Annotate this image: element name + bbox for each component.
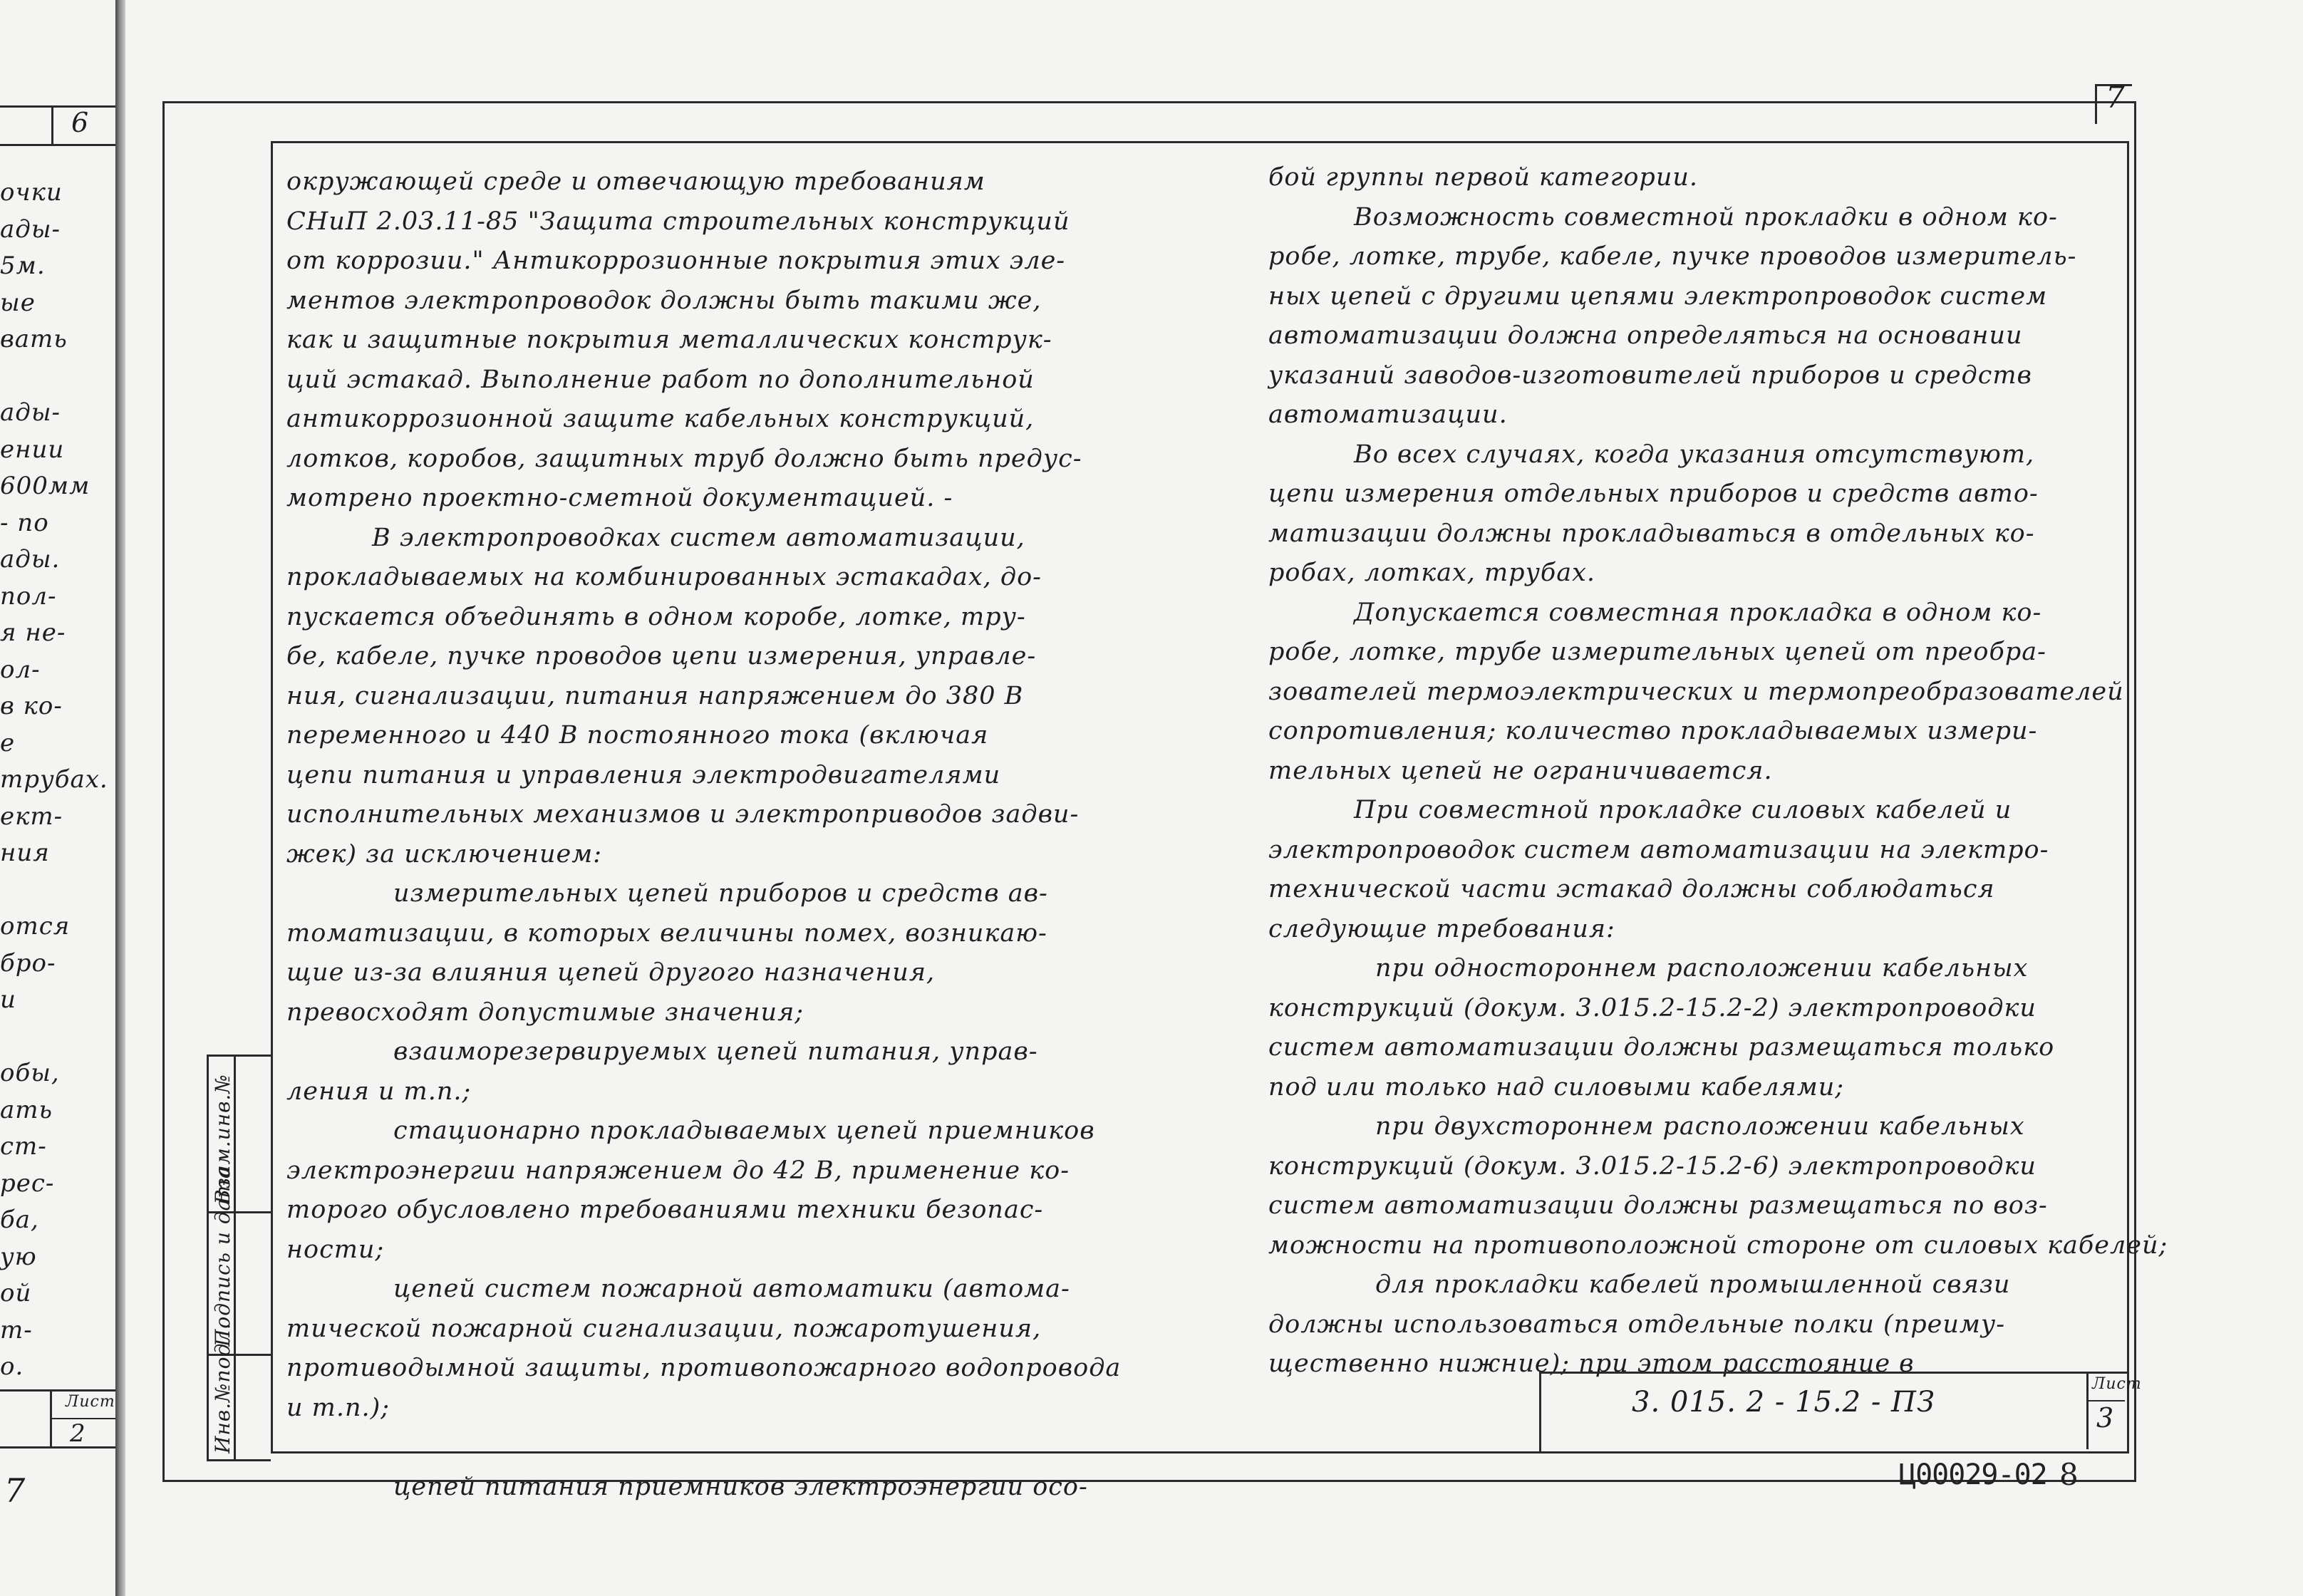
text-line: от коррозии." Антикоррозионные покрытия этих эле- (286, 247, 1066, 275)
text-line: ния, сигнализации, питания напряжением до 380 В (286, 681, 1024, 710)
prev-page-fragment: ые (0, 288, 36, 317)
sheet-number: 3 (2096, 1402, 2115, 1434)
text-line: ления и т.п.; (286, 1077, 472, 1106)
prev-page-fragment: ол- (0, 655, 41, 684)
text-line: при одностороннем расположении кабельных (1375, 954, 2029, 983)
text-line: исполнительных механизмов и электроприводов задви- (286, 800, 1080, 829)
text-line: жек) за исключением: (286, 839, 603, 869)
prev-page-fragment: - по (0, 508, 49, 537)
archive-stamp-page: 8 (2059, 1457, 2079, 1492)
text-line: при двухстороннем расположении кабельных (1375, 1112, 2025, 1141)
prev-page-fragment: е (0, 728, 16, 757)
prev-page-fragment: ст- (0, 1132, 47, 1161)
side-label-original-inv: Инв.№подл. (211, 1322, 234, 1454)
text-line: мотрено проектно-сметной документацией. - (286, 484, 953, 512)
text-line: ности; (286, 1235, 385, 1264)
prev-page-fragment: я не- (0, 618, 66, 647)
text-line: можности на противоположной стороне от силовых кабелей; (1268, 1230, 2168, 1260)
text-line: и т.п.); (286, 1393, 390, 1422)
text-line: щественно нижние); при этом расстояние в (1268, 1349, 1915, 1378)
text-line: зователей термоэлектрических и термопреобразователей (1268, 677, 2124, 706)
prev-page-fragment: ении (0, 435, 65, 464)
text-line: сопротивления; количество прокладываемых измери- (1268, 717, 2038, 745)
text-line: цепей питания приемников электроэнергии осо- (393, 1472, 1088, 1501)
prev-page-fragment: ую (0, 1242, 37, 1271)
prev-page-fragment: 5м. (0, 252, 46, 280)
prev-page-text-fragments (0, 178, 118, 1389)
text-line: При совместной прокладке силовых кабелей и (1354, 796, 2012, 824)
text-line: робах, лотках, трубах. (1268, 559, 1595, 587)
text-line: бе, кабеле, пучке проводов цепи измерения, управле- (286, 642, 1037, 670)
prev-page-fragment: обы, (0, 1059, 60, 1087)
text-line: Во всех случаях, когда указания отсутствуют, (1354, 440, 2035, 469)
text-line: окружающей среде и отвечающую требованиям (286, 167, 985, 196)
prev-page-fragment: очки (0, 178, 63, 207)
text-line: цепи питания и управления электродвигателями (286, 760, 1001, 789)
prev-page-fragment: ния (0, 839, 50, 867)
text-line: торого обусловлено требованиями техники безопас- (286, 1196, 1044, 1224)
prev-page-fragment: пол- (0, 581, 57, 611)
prev-page-fragment: ект- (0, 802, 63, 831)
prev-page-fragment: ады. (0, 545, 61, 574)
text-line: под или только над силовыми кабелями; (1268, 1072, 1845, 1102)
text-line: тической пожарной сигнализации, пожаротушения, (286, 1314, 1042, 1343)
text-line: цепей систем пожарной автоматики (автома- (393, 1275, 1070, 1303)
text-line: робе, лотке, трубе, кабеле, пучке проводов измеритель- (1268, 242, 2077, 271)
document-code: 3. 015. 2 - 15.2 - ПЗ (1632, 1386, 1935, 1419)
prev-page-fragment: и (0, 985, 16, 1014)
text-line: щие из-за влияния цепей другого назначения, (286, 958, 936, 987)
prev-page-number-bottom: 7 (4, 1471, 26, 1510)
text-line: как и защитные покрытия металлических конструк- (286, 326, 1052, 354)
text-line: пускается объединять в одном коробе, лотке, тру- (286, 602, 1026, 631)
prev-page-fragment: о. (0, 1352, 24, 1381)
prev-sheet-number: 2 (70, 1419, 86, 1448)
text-line: противодымной защиты, противопожарного водопровода (286, 1354, 1122, 1382)
prev-page-fragment: ать (0, 1095, 53, 1124)
text-line: томатизации, в которых величины помех, возникаю- (286, 918, 1047, 948)
prev-page-fragment: ба, (0, 1206, 39, 1234)
text-line: Возможность совместной прокладки в одном ко- (1354, 202, 2058, 232)
prev-page-fragment: 600мм (0, 472, 90, 500)
prev-page-fragment: рес- (0, 1168, 55, 1198)
text-line: цепи измерения отдельных приборов и средств авто- (1268, 480, 2039, 508)
text-line: электроэнергии напряжением до 42 В, применение ко- (286, 1156, 1070, 1185)
text-line: автоматизации. (1268, 400, 1508, 429)
text-line: Допускается совместная прокладка в одном ко- (1354, 598, 2042, 627)
text-line: СНиП 2.03.11-85 "Защита строительных конструкций (286, 207, 1070, 236)
prev-page-number-top: 6 (71, 107, 90, 138)
text-line: матизации должны прокладываться в отдельных ко- (1268, 519, 2035, 548)
text-line: конструкций (докум. 3.015.2-15.2-6) электропроводки (1268, 1151, 2037, 1181)
text-line: стационарно прокладываемых цепей приемников (393, 1116, 1095, 1145)
text-line: автоматизации должна определяться на основании (1268, 321, 2023, 350)
text-line: указаний заводов-изготовителей приборов и средств (1268, 361, 2032, 390)
text-line: ментов электропроводок должны быть такими же, (286, 286, 1042, 315)
prev-page-fragment: ой (0, 1279, 32, 1307)
text-line: конструкций (докум. 3.015.2-15.2-2) электропроводки (1268, 993, 2037, 1022)
text-line (286, 1428, 1213, 1468)
prev-page-fragment: ады- (0, 398, 61, 427)
text-line: для прокладки кабелей промышленной связи (1375, 1270, 2011, 1299)
left-text-column (286, 162, 1213, 1507)
text-line: систем автоматизации должны размещаться только (1268, 1033, 2055, 1062)
text-line: бой группы первой категории. (1268, 163, 1699, 192)
text-line: ных цепей с другими цепями электропроводок систем (1268, 281, 2048, 311)
text-line: превосходят допустимые значения; (286, 998, 804, 1027)
text-line: измерительных цепей приборов и средств ав- (393, 879, 1048, 908)
text-line: должны использоваться отдельные полки (преиму- (1268, 1310, 2006, 1339)
prev-page-fragment: ады- (0, 214, 61, 244)
text-line: антикоррозионной защите кабельных конструкций, (286, 405, 1035, 433)
text-line: переменного и 440 В постоянного тока (включая (286, 721, 989, 750)
prev-page-fragment: трубах. (0, 765, 108, 794)
binding-shadow (115, 0, 125, 1596)
text-line: лотков, коробов, защитных труб должно быть предус- (286, 444, 1082, 473)
archive-stamp: Ц00029-02 (1899, 1458, 2047, 1491)
prev-page-fragment: т- (0, 1315, 33, 1344)
text-line: ций эстакад. Выполнение работ по дополнительной (286, 365, 1035, 394)
text-line: электропроводок систем автоматизации на электро- (1268, 835, 2049, 864)
sheet-label: Лист (2092, 1375, 2142, 1393)
side-label-signature-date: Подпись и дата (211, 1166, 234, 1347)
text-line: робе, лотке, трубе измерительных цепей от преобра- (1268, 638, 2046, 666)
side-label-replacement-inv: Взам.инв.№ (211, 1074, 234, 1204)
prev-page-fragment: вать (0, 325, 68, 353)
prev-page-strip (0, 0, 125, 1596)
prev-page-fragment: бро- (0, 948, 56, 978)
text-line: тельных цепей не ограничивается. (1268, 756, 1773, 785)
page-number-top: 7 (2106, 80, 2126, 115)
text-line: прокладываемых на комбинированных эстакадах, до- (286, 563, 1042, 591)
prev-sheet-label: Лист (66, 1393, 115, 1411)
text-line: технической части эстакад должны соблюдаться (1268, 875, 1995, 903)
prev-page-fragment: в ко- (0, 692, 63, 720)
text-line: взаиморезервируемых цепей питания, управ- (393, 1037, 1038, 1066)
prev-page-fragment: отся (0, 912, 71, 940)
text-line: В электропроводках систем автоматизации, (372, 523, 1025, 552)
text-line: систем автоматизации должны размещаться по воз- (1268, 1191, 2048, 1220)
text-line: следующие требования: (1268, 914, 1615, 943)
